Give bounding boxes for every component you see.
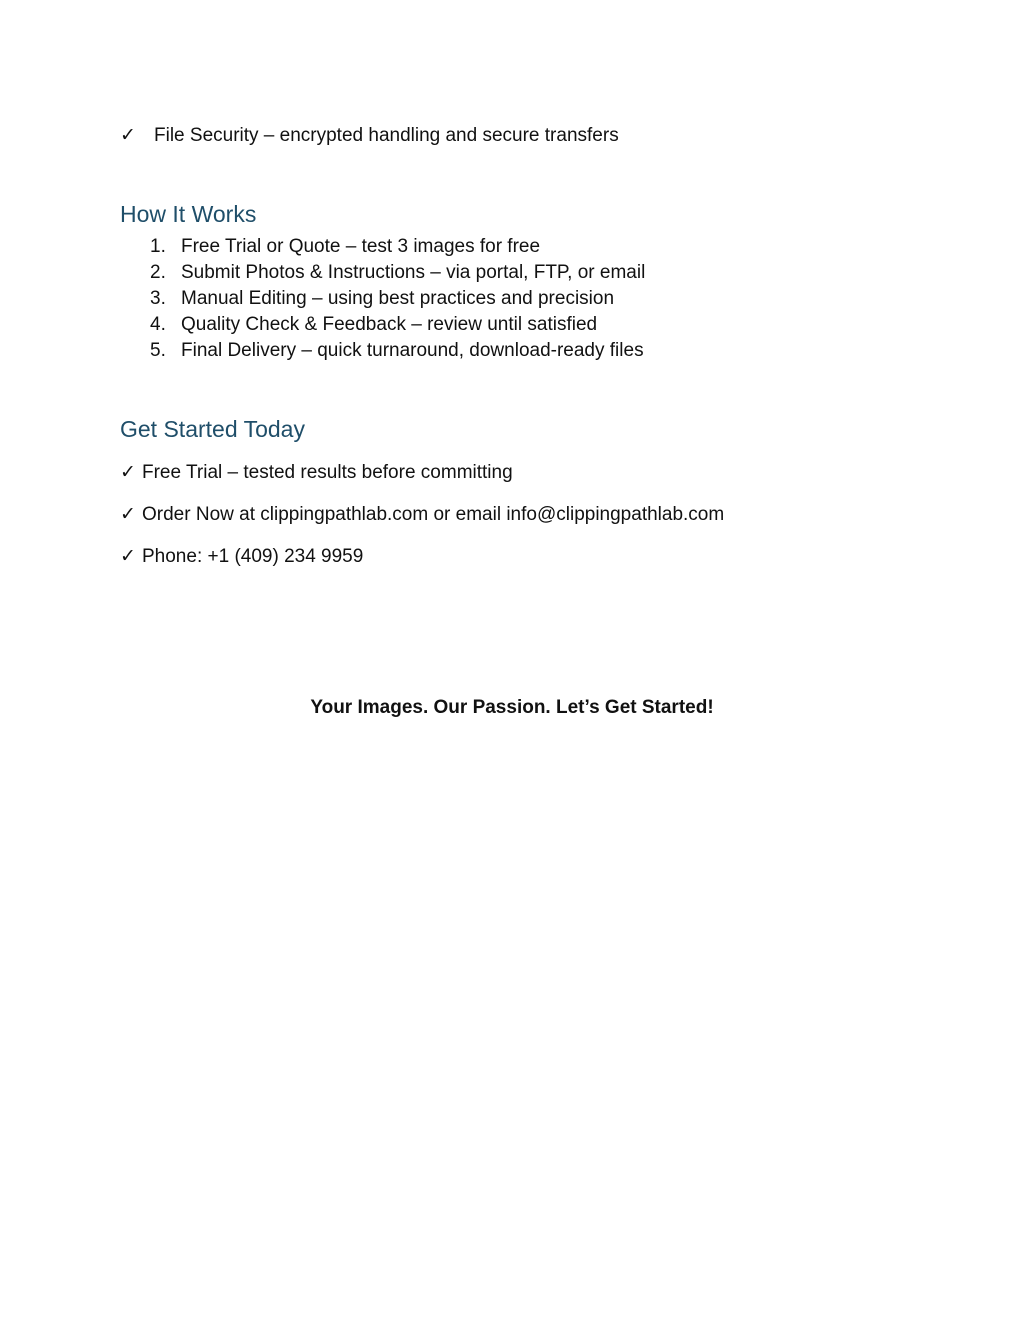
step-item bbox=[150, 286, 645, 312]
step-text: Manual Editing – using best practices and precision bbox=[181, 288, 615, 309]
check-icon: ✓ bbox=[120, 124, 136, 146]
check-icon: ✓ bbox=[120, 545, 136, 567]
check-icon: ✓ bbox=[120, 503, 136, 525]
step-number: 2. bbox=[150, 262, 166, 283]
get-started-text: Order Now at clippingpathlab.com or email info@clippingpathlab.com bbox=[142, 504, 725, 525]
how-it-works-heading: How It Works bbox=[120, 201, 257, 227]
step-text: Submit Photos & Instructions – via portal, FTP, or email bbox=[181, 262, 646, 283]
feature-file-security bbox=[120, 123, 619, 148]
how-it-works-steps bbox=[150, 234, 645, 364]
step-text: Free Trial or Quote – test 3 images for free bbox=[181, 236, 541, 257]
get-started-text: Phone: +1 (409) 234 9959 bbox=[142, 546, 364, 567]
closing-tagline: Your Images. Our Passion. Let’s Get Started! bbox=[310, 697, 714, 718]
step-text: Quality Check & Feedback – review until satisfied bbox=[181, 314, 598, 335]
feature-text: File Security – encrypted handling and secure transfers bbox=[154, 125, 619, 146]
get-started-text: Free Trial – tested results before committing bbox=[142, 462, 513, 483]
get-started-heading: Get Started Today bbox=[120, 416, 305, 442]
step-item bbox=[150, 312, 645, 338]
step-number: 4. bbox=[150, 314, 166, 335]
step-number: 5. bbox=[150, 340, 166, 361]
step-number: 1. bbox=[150, 236, 166, 257]
step-item bbox=[150, 338, 645, 364]
get-started-item-free-trial bbox=[120, 460, 513, 485]
get-started-item-phone bbox=[120, 544, 363, 569]
step-item bbox=[150, 260, 645, 286]
get-started-item-order-now bbox=[120, 502, 724, 527]
check-icon: ✓ bbox=[120, 461, 136, 483]
step-number: 3. bbox=[150, 288, 166, 309]
step-text: Final Delivery – quick turnaround, download-ready files bbox=[181, 340, 644, 361]
step-item bbox=[150, 234, 645, 260]
